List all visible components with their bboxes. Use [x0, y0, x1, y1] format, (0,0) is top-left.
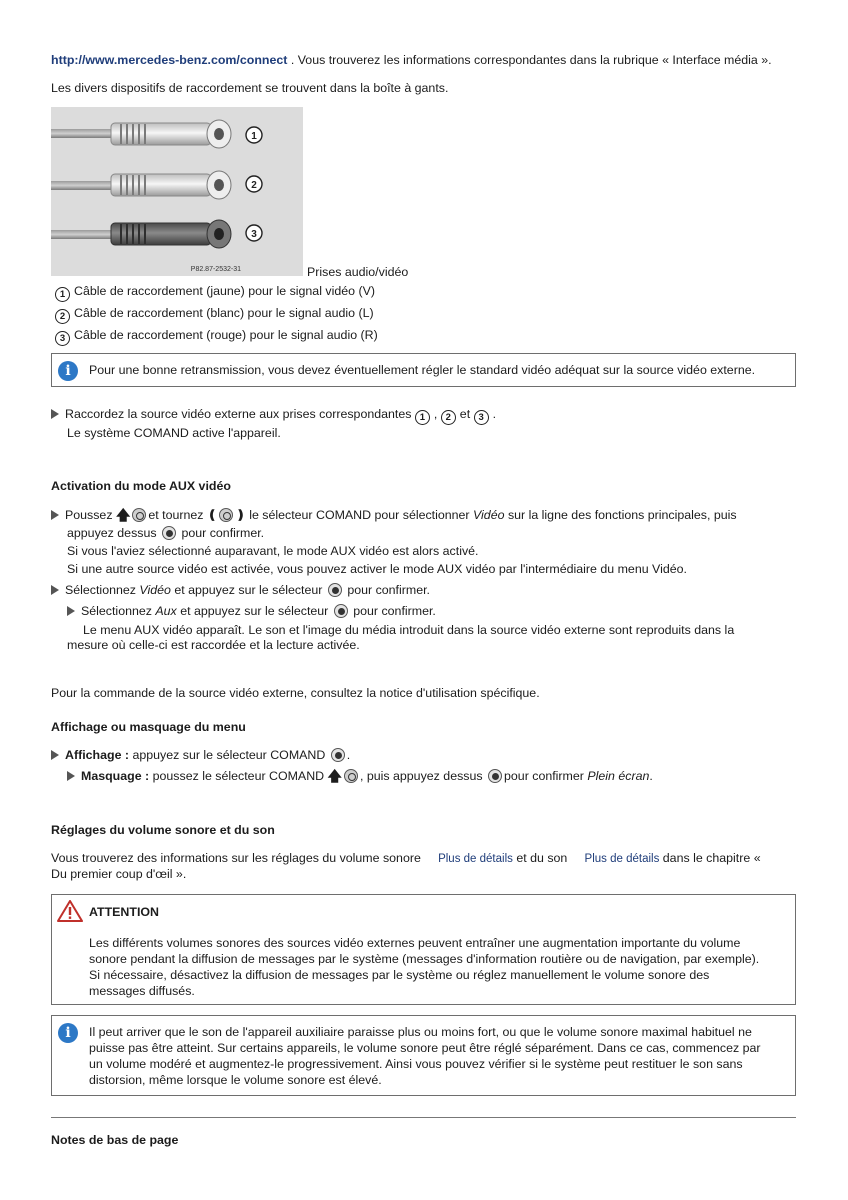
intro-line	[51, 52, 772, 68]
legend-item: 1 Câble de raccordement (jaune) pour le signal vidéo (V)	[55, 283, 375, 302]
menu-show-step: Affichage : appuyez sur le sélecteur COMAND .	[51, 747, 350, 763]
jacks-illustration	[51, 107, 303, 276]
aux-step-1-cont: appuyez dessus pour confirmer.	[67, 526, 265, 540]
step-arrow-icon	[67, 606, 75, 616]
aux-result-3: Le menu AUX vidéo apparaît. Le son et l'image du média introduit dans la source vidéo externe sont reproduits dans la	[83, 623, 735, 637]
info-line: un volume modéré et augmentez-le progressivement. Ainsi vous pouvez vérifier si le système peut restituer le son sans	[89, 1057, 743, 1071]
comand-controller-icon	[132, 508, 146, 522]
callout-3: 3	[251, 229, 257, 240]
push-up-arrow-icon: 🡅	[327, 768, 342, 784]
number-2-icon: 2	[55, 309, 70, 324]
attention-line: Les différents volumes sonores des sources vidéo externes peuvent entraîner une augmentation importante du volume	[89, 936, 741, 950]
legend-item: 3 Câble de raccordement (rouge) pour le signal audio (R)	[55, 327, 378, 346]
press-controller-icon	[162, 526, 176, 540]
info-icon: i	[58, 361, 78, 381]
volume-text: Vous trouverez des informations sur les réglages du volume sonore Plus de détails et du son Plus de détails dans le chapitre «	[51, 851, 761, 865]
number-2-icon: 2	[441, 410, 456, 425]
legend-item: 2 Câble de raccordement (blanc) pour le signal audio (L)	[55, 305, 374, 324]
push-up-arrow-icon: 🡅	[115, 507, 131, 523]
aux-result-3-cont: mesure où celle-ci est raccordée et la lecture activée.	[67, 638, 360, 652]
press-controller-icon	[331, 748, 345, 762]
press-controller-icon	[488, 769, 502, 783]
volume-heading: Réglages du volume sonore et du son	[51, 823, 275, 837]
number-1-icon: 1	[55, 287, 70, 302]
footer-divider	[51, 1117, 796, 1118]
press-controller-icon	[328, 583, 342, 597]
attention-title: ATTENTION	[89, 905, 159, 919]
info-line: puisse pas être atteint. Sur certains appareils, le volume sonore peut être réglé séparément. Dans ce cas, commencez par	[89, 1041, 761, 1055]
comand-controller-icon	[344, 769, 358, 783]
attention-line: Si nécessaire, désactivez la diffusion de messages par le système ou réglez manuellement le volume sonore des	[89, 968, 710, 982]
comand-controller-icon	[219, 508, 233, 522]
step-arrow-icon	[51, 750, 59, 760]
step-arrow-icon	[67, 771, 75, 781]
info-box	[51, 1015, 796, 1096]
volume-details-link[interactable]: Plus de détails	[438, 853, 513, 865]
attention-line: sonore pendant la diffusion de messages par le système (messages d'information routière ou de navigation, par exemple).	[89, 952, 760, 966]
figure-code: P82.87-2532-31	[190, 266, 241, 273]
number-1-icon: 1	[415, 410, 430, 425]
turn-icon: ❪	[206, 508, 218, 522]
step-arrow-icon	[51, 409, 59, 419]
info-line: distorsion, même lorsque le volume sonore est élevé.	[89, 1073, 382, 1087]
press-controller-icon	[334, 604, 348, 618]
connect-step: Raccordez la source vidéo externe aux prises correspondantes 1 , 2 et 3 .	[51, 406, 496, 425]
aux-step-2: Sélectionnez Vidéo et appuyez sur le sélecteur pour confirmer.	[51, 582, 430, 598]
step-arrow-icon	[51, 510, 59, 520]
figure-caption: Prises audio/vidéo	[307, 265, 409, 279]
info-icon: i	[58, 1023, 78, 1043]
number-3-icon: 3	[55, 331, 70, 346]
glovebox-text: Les divers dispositifs de raccordement se trouvent dans la boîte à gants.	[51, 81, 449, 95]
info-text: Pour une bonne retransmission, vous devez éventuellement régler le standard vidéo adéquat sur la source vidéo externe.	[89, 363, 756, 377]
aux-heading: Activation du mode AUX vidéo	[51, 479, 231, 493]
attention-box	[51, 894, 796, 1005]
warning-icon	[57, 900, 83, 922]
info-box	[51, 353, 796, 387]
connect-result: Le système COMAND active l'appareil.	[67, 426, 281, 440]
volume-text-cont: Du premier coup d'œil ».	[51, 867, 187, 881]
info-line: Il peut arriver que le son de l'appareil auxiliaire paraisse plus ou moins fort, ou que le volume sonore maximal habituel ne	[89, 1025, 752, 1039]
callout-2: 2	[251, 180, 257, 191]
menu-heading: Affichage ou masquage du menu	[51, 720, 246, 734]
manual-note: Pour la commande de la source vidéo externe, consultez la notice d'utilisation spécifique.	[51, 686, 540, 700]
aux-step-1: Poussez 🡅 et tournez ❪ ❫ le sélecteur COMAND pour sélectionner Vidéo sur la ligne des fonctions principales, puis	[51, 507, 737, 523]
intro-text: . Vous trouverez les informations correspondantes dans la rubrique « Interface média ».	[287, 53, 772, 67]
number-3-icon: 3	[474, 410, 489, 425]
audio-video-jacks-photo	[51, 107, 303, 276]
attention-line: messages diffusés.	[89, 984, 195, 998]
step-arrow-icon	[51, 585, 59, 595]
footnotes-heading: Notes de bas de page	[51, 1133, 179, 1147]
mercedes-connect-link[interactable]: http://www.mercedes-benz.com/connect	[51, 53, 288, 67]
aux-result-2: Si une autre source vidéo est activée, vous pouvez activer le mode AUX vidéo par l'intermédiaire du menu Vidéo.	[67, 562, 687, 576]
menu-hide-step: Masquage : poussez le sélecteur COMAND 🡅 , puis appuyez dessus pour confirmer Plein écran.	[67, 768, 653, 784]
callout-1: 1	[251, 131, 257, 142]
aux-step-3: Sélectionnez Aux et appuyez sur le sélecteur pour confirmer.	[67, 603, 436, 619]
sound-details-link[interactable]: Plus de détails	[584, 853, 660, 865]
aux-result-1: Si vous l'aviez sélectionné auparavant, le mode AUX vidéo est alors activé.	[67, 544, 479, 558]
